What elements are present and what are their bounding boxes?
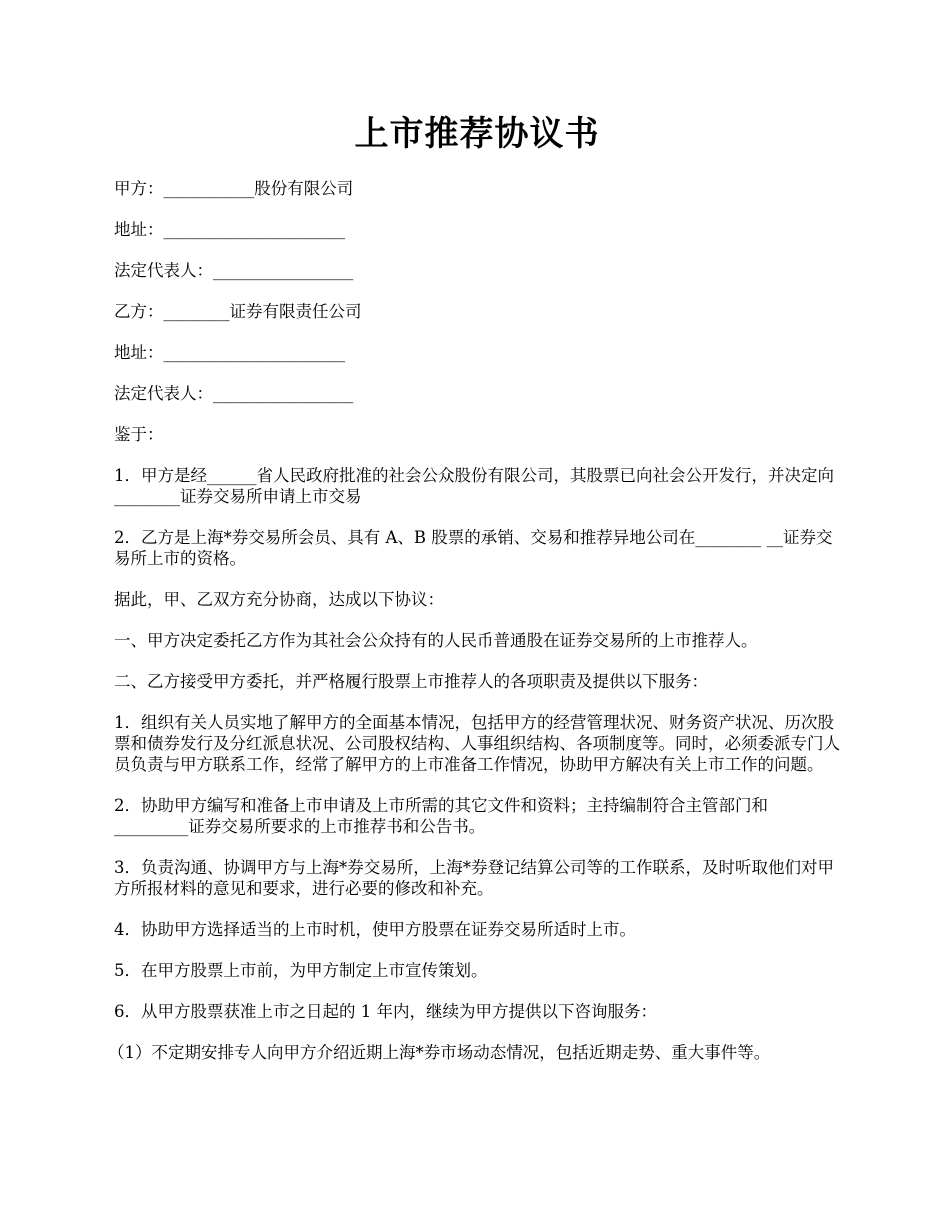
party-a-address: 地址：______________________ xyxy=(114,220,345,239)
agreement-intro: 据此，甲、乙双方充分协商，达成以下协议： xyxy=(114,590,444,609)
service-item-4: 4．协助甲方选择适当的上市时机，使甲方股票在证券交易所适时上市。 xyxy=(114,920,636,939)
whereas-clause-2: 2．乙方是上海*券交易所会员、具有 A、B 股票的承销、交易和推荐异地公司在________ __证券交易所上市的资格。 xyxy=(114,528,833,568)
article-1: 一、甲方决定委托乙方作为其社会公众持有的人民币普通股在证券交易所的上市推荐人。 xyxy=(114,631,758,650)
service-item-3: 3．负责沟通、协调甲方与上海*券交易所，上海*券登记结算公司等的工作联系，及时听取他们对甲方所报材料的意见和要求，进行必要的修改和补充。 xyxy=(114,858,834,898)
service-item-1: 1．组织有关人员实地了解甲方的全面基本情况，包括甲方的经营管理状况、财务资产状况、历次股票和债券发行及分红派息状况、公司股权结构、人事组织结构、各项制度等。同时，必须委派专门人员负责与甲方联系工作，经常了解甲方的上市准备工作情况，协助甲方解决有关上市工作的问题。 xyxy=(114,713,840,774)
consulting-item-1: （1）不定期安排专人向甲方介绍近期上海*券市场动态情况，包括近期走势、重大事件等。 xyxy=(108,1043,771,1062)
service-item-5: 5．在甲方股票上市前，为甲方制定上市宣传策划。 xyxy=(114,961,488,980)
document-title: 上市推荐协议书 xyxy=(354,114,600,154)
service-item-6: 6．从甲方股票获准上市之日起的 1 年内，继续为甲方提供以下咨询服务： xyxy=(114,1002,657,1021)
service-item-2: 2．协助甲方编写和准备上市申请及上市所需的其它文件和资料；主持编制符合主管部门和_________证券交易所要求的上市推荐书和公告书。 xyxy=(114,796,768,836)
party-a-representative: 法定代表人：_________________ xyxy=(114,261,354,280)
whereas-heading: 鉴于： xyxy=(114,425,164,444)
party-b-address: 地址：______________________ xyxy=(114,343,345,362)
whereas-clause-1: 1．甲方是经______省人民政府批准的社会公众股份有限公司，其股票已向社会公开发行，并决定向________证券交易所申请上市交易 xyxy=(114,466,834,506)
party-b-representative: 法定代表人：_________________ xyxy=(114,384,354,403)
party-a-name: 甲方：___________股份有限公司 xyxy=(114,179,354,198)
article-2: 二、乙方接受甲方委托，并严格履行股票上市推荐人的各项职责及提供以下服务： xyxy=(114,672,708,691)
party-b-name: 乙方：________证券有限责任公司 xyxy=(114,302,362,321)
